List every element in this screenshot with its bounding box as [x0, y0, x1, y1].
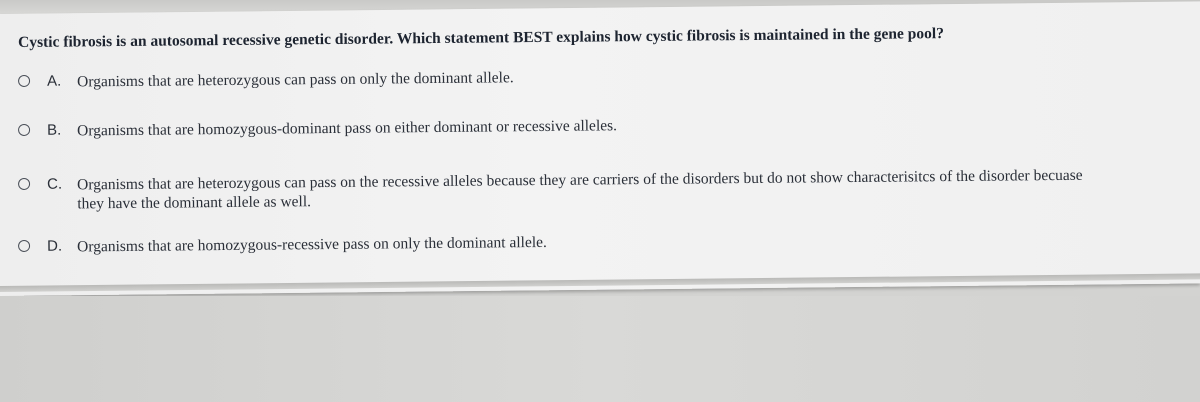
option-text-b: Organisms that are homozygous-dominant pass on either dominant or recessive alleles.	[77, 117, 618, 140]
radio-button-d[interactable]	[18, 240, 30, 252]
option-text-d: Organisms that are homozygous-recessive pass on only the dominant allele.	[77, 233, 547, 256]
photo-background-bottom	[0, 296, 1200, 402]
option-text-c-line2: they have the dominant allele as well.	[77, 193, 312, 213]
option-text-a: Organisms that are heterozygous can pass on only the dominant allele.	[77, 69, 514, 91]
option-letter-b: B.	[46, 121, 62, 139]
question-text: Cystic fibrosis is an autosomal recessive genetic disorder. Which statement BEST explains how cystic fibrosis is maintained in the gene pool?	[18, 25, 945, 51]
option-letter-a: A.	[46, 72, 62, 90]
option-text-c-line1: Organisms that are heterozygous can pass on the recessive alleles because they are carriers of the disorders but do not show characterisitcs of the disorder becuase	[77, 166, 1083, 194]
radio-button-c[interactable]	[18, 178, 30, 190]
radio-button-b[interactable]	[18, 124, 30, 136]
radio-button-a[interactable]	[18, 75, 30, 87]
option-letter-c: C.	[46, 175, 63, 193]
option-letter-d: D.	[46, 237, 63, 255]
